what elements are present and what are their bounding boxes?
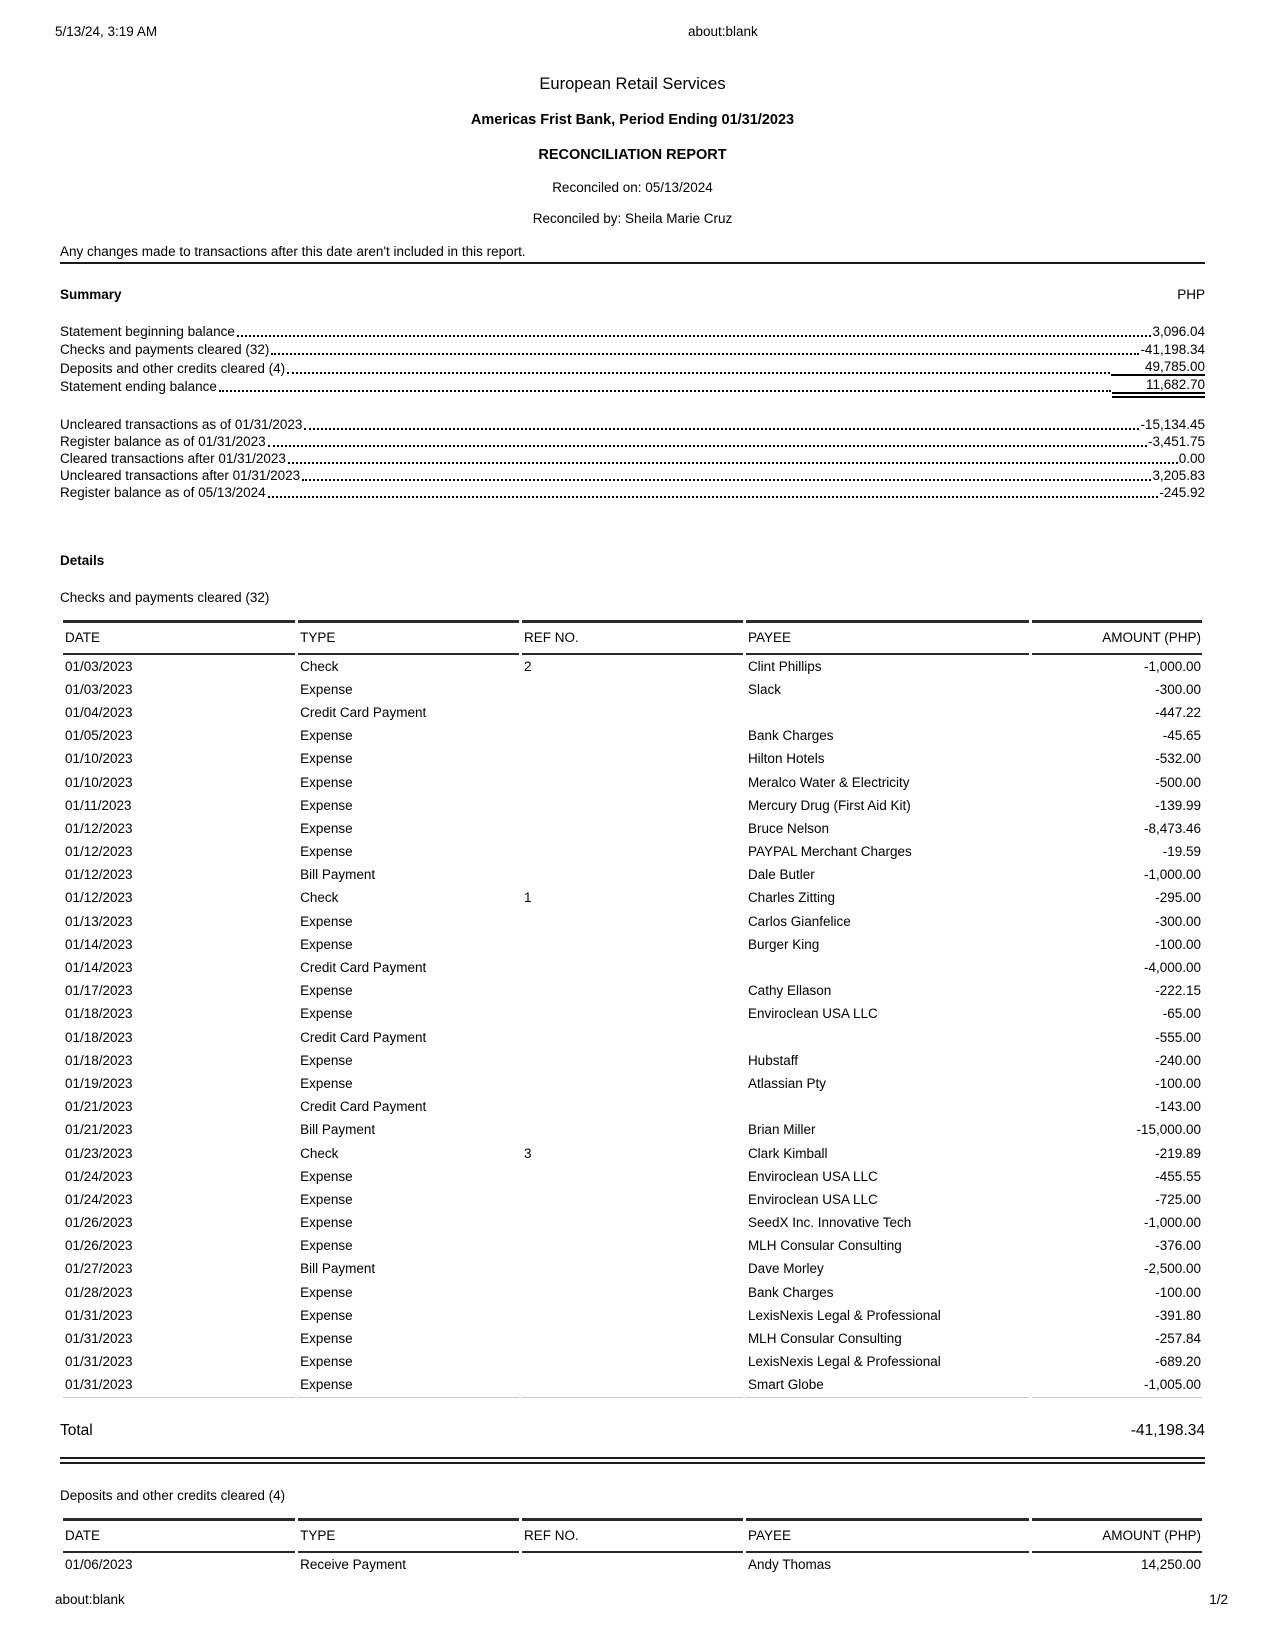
cell-payee: Dave Morley xyxy=(747,1261,824,1277)
column-header: TYPE xyxy=(298,620,519,655)
cell-payee: Carlos Gianfelice xyxy=(747,913,851,929)
cell-amount: -1,000.00 xyxy=(1143,867,1201,883)
dot-leader xyxy=(268,445,1147,447)
table-header-row xyxy=(63,620,1202,655)
cell-type: Expense xyxy=(300,1052,353,1068)
cell-ref-no xyxy=(522,1165,743,1188)
cell-type: Credit Card Payment xyxy=(300,960,427,976)
cell-date: 01/26/2023 xyxy=(65,1238,133,1254)
cell-date: 01/18/2023 xyxy=(65,1052,133,1068)
cell-amount: -143.00 xyxy=(1155,1099,1201,1115)
summary-row-label: Checks and payments cleared (32) xyxy=(60,342,270,357)
dot-leader xyxy=(219,390,1111,392)
column-header: PAYEE xyxy=(746,1518,1029,1553)
summary-row-label: Deposits and other credits cleared (4) xyxy=(60,360,286,376)
cell-ref-no xyxy=(522,678,743,701)
table-row xyxy=(63,1235,1202,1258)
company-title: European Retail Services xyxy=(539,75,726,93)
cell-amount: -300.00 xyxy=(1155,681,1201,697)
cell-payee: MLH Consular Consulting xyxy=(747,1331,902,1347)
cell-amount: -240.00 xyxy=(1155,1052,1201,1068)
cell-amount: -447.22 xyxy=(1155,704,1201,720)
footer-url: about:blank xyxy=(55,1592,125,1607)
checks-total-row xyxy=(60,1422,1205,1440)
table-row xyxy=(63,1119,1202,1142)
table-row xyxy=(63,1165,1202,1188)
cell-payee xyxy=(746,1096,1029,1119)
dot-leader xyxy=(304,428,1139,430)
summary-row-amount: -245.92 xyxy=(1159,485,1205,500)
cell-type: Receive Payment xyxy=(300,1556,406,1572)
cell-payee: Bank Charges xyxy=(747,728,834,744)
cell-date: 01/27/2023 xyxy=(65,1261,133,1277)
cell-ref-no xyxy=(522,956,743,979)
cell-payee: LexisNexis Legal & Professional xyxy=(747,1354,941,1370)
column-header: DATE xyxy=(63,1518,295,1553)
cell-date: 01/14/2023 xyxy=(65,960,133,976)
cell-payee: PAYPAL Merchant Charges xyxy=(747,844,912,860)
cell-ref-no xyxy=(522,1327,743,1350)
cell-payee: Hilton Hotels xyxy=(747,751,825,767)
summary-row xyxy=(60,432,1205,449)
dot-leader xyxy=(287,372,1110,374)
report-subtitle: Americas Frist Bank, Period Ending 01/31/2023 xyxy=(470,112,795,128)
summary-row-label: Uncleared transactions after 01/31/2023 xyxy=(60,468,301,483)
cell-payee: Smart Globe xyxy=(746,1374,1029,1398)
column-header: REF NO. xyxy=(522,620,743,655)
cell-payee xyxy=(746,701,1029,724)
total-amount: -41,198.34 xyxy=(1130,1422,1205,1439)
cell-payee: Bank Charges xyxy=(747,1284,834,1300)
cell-amount: -2,500.00 xyxy=(1143,1261,1201,1277)
cell-ref-no: 3 xyxy=(524,1145,532,1161)
dot-leader xyxy=(268,496,1159,498)
cell-amount: -100.00 xyxy=(1155,1284,1201,1300)
cell-amount: -257.84 xyxy=(1155,1331,1201,1347)
table-row xyxy=(63,841,1202,864)
cell-ref-no xyxy=(522,1026,743,1049)
table-row xyxy=(63,956,1202,979)
cell-ref-no xyxy=(522,841,743,864)
cell-type: Bill Payment xyxy=(300,1122,376,1138)
section-divider xyxy=(60,1457,1205,1464)
summary-row-amount: -15,134.45 xyxy=(1140,417,1205,432)
summary-row xyxy=(60,449,1205,466)
cell-ref-no: 2 xyxy=(524,658,532,674)
print-url: about:blank xyxy=(688,24,758,39)
cell-type: Bill Payment xyxy=(300,867,376,883)
cell-amount: -4,000.00 xyxy=(1143,960,1201,976)
cell-amount: -219.89 xyxy=(1155,1145,1201,1161)
summary-row xyxy=(60,339,1205,358)
report-content xyxy=(60,0,1205,1576)
summary-row-amount: 0.00 xyxy=(1178,451,1205,466)
cell-type: Credit Card Payment xyxy=(300,1029,427,1045)
cell-ref-no xyxy=(522,725,743,748)
cell-date: 01/31/2023 xyxy=(65,1331,133,1347)
footer-page-number: 1/2 xyxy=(1209,1592,1228,1607)
cell-ref-no xyxy=(522,980,743,1003)
summary-row-amount: 49,785.00 xyxy=(1111,359,1205,376)
cell-amount: -19.59 xyxy=(1162,844,1201,860)
cell-date: 01/21/2023 xyxy=(65,1099,133,1115)
cell-payee: Enviroclean USA LLC xyxy=(747,1006,878,1022)
cell-ref-no xyxy=(522,817,743,840)
table-row xyxy=(63,1327,1202,1350)
cell-ref-no xyxy=(522,1096,743,1119)
table-row xyxy=(63,1304,1202,1327)
table-row xyxy=(63,1258,1202,1281)
cell-date: 01/04/2023 xyxy=(65,704,133,720)
checks-table xyxy=(60,620,1205,1398)
table-row xyxy=(63,1188,1202,1211)
cell-ref-no xyxy=(522,701,743,724)
cell-payee: Charles Zitting xyxy=(747,890,835,906)
cell-type: Expense xyxy=(300,1006,353,1022)
cell-date: 01/19/2023 xyxy=(65,1075,133,1091)
cell-type: Expense xyxy=(300,1354,353,1370)
cell-ref-no xyxy=(522,933,743,956)
table-row xyxy=(63,1003,1202,1026)
cell-payee: Mercury Drug (First Aid Kit) xyxy=(747,797,911,813)
cell-type: Expense xyxy=(300,774,353,790)
table-header-row xyxy=(63,1518,1202,1553)
table-row xyxy=(63,1553,1202,1576)
cell-type: Expense xyxy=(300,797,353,813)
column-header: AMOUNT (PHP) xyxy=(1032,1518,1202,1553)
cell-payee: Slack xyxy=(747,681,781,697)
cell-payee: Cathy Ellason xyxy=(747,983,832,999)
cell-amount: -500.00 xyxy=(1155,774,1201,790)
cell-payee: SeedX Inc. Innovative Tech xyxy=(747,1215,912,1231)
summary-header xyxy=(60,287,1205,302)
cell-payee: MLH Consular Consulting xyxy=(747,1238,902,1254)
summary-currency: PHP xyxy=(1177,287,1205,302)
cell-amount: -532.00 xyxy=(1155,751,1201,767)
cell-ref-no xyxy=(522,864,743,887)
cell-type: Expense xyxy=(300,728,353,744)
cell-date: 01/14/2023 xyxy=(65,936,133,952)
cell-ref-no xyxy=(522,794,743,817)
cell-date: 01/18/2023 xyxy=(65,1006,133,1022)
summary-block-1 xyxy=(60,320,1205,394)
deposits-table xyxy=(60,1518,1205,1576)
cell-type: Expense xyxy=(300,1284,353,1300)
reconciled-on: Reconciled on: 05/13/2024 xyxy=(552,180,713,195)
cell-date: 01/24/2023 xyxy=(65,1191,133,1207)
cell-type: Expense xyxy=(300,913,353,929)
cell-ref-no xyxy=(522,1212,743,1235)
summary-row-label: Statement ending balance xyxy=(60,379,217,394)
dot-leader xyxy=(237,335,1152,337)
table-row xyxy=(63,1096,1202,1119)
cell-amount: -725.00 xyxy=(1155,1191,1201,1207)
summary-row-label: Uncleared transactions as of 01/31/2023 xyxy=(60,417,303,432)
cell-payee: Clark Kimball xyxy=(747,1145,828,1161)
cell-ref-no xyxy=(522,1235,743,1258)
cell-payee: Dale Butler xyxy=(747,867,815,883)
table-row xyxy=(63,864,1202,887)
cell-ref-no xyxy=(522,1072,743,1095)
cell-payee: Meralco Water & Electricity xyxy=(747,774,910,790)
cell-payee xyxy=(746,1026,1029,1049)
cell-date: 01/17/2023 xyxy=(65,983,133,999)
table-row xyxy=(63,794,1202,817)
cell-type: Expense xyxy=(300,820,353,836)
cell-type: Expense xyxy=(300,681,353,697)
print-footer xyxy=(55,1592,1228,1607)
table-row xyxy=(63,1142,1202,1165)
cell-payee: Atlassian Pty xyxy=(747,1075,826,1091)
cell-type: Expense xyxy=(300,1307,353,1323)
cell-amount: -1,000.00 xyxy=(1143,1215,1201,1231)
summary-row-label: Cleared transactions after 01/31/2023 xyxy=(60,451,286,466)
details-heading: Details xyxy=(60,553,105,568)
cell-amount: -1,000.00 xyxy=(1143,658,1201,674)
cell-amount: -15,000.00 xyxy=(1136,1122,1201,1138)
table-row xyxy=(63,701,1202,724)
summary-row-amount: 3,096.04 xyxy=(1152,323,1205,339)
cell-payee: Andy Thomas xyxy=(747,1556,831,1572)
table-row xyxy=(63,1072,1202,1095)
cell-date: 01/21/2023 xyxy=(65,1122,133,1138)
cell-payee: Hubstaff xyxy=(747,1052,798,1068)
cell-type: Expense xyxy=(298,1374,519,1398)
summary-row-label: Register balance as of 01/31/2023 xyxy=(60,434,266,449)
report-type-title: RECONCILIATION REPORT xyxy=(538,147,727,163)
cell-ref-no: 1 xyxy=(524,890,532,906)
cell-ref-no xyxy=(522,1003,743,1026)
summary-row xyxy=(60,357,1205,376)
cell-date: 01/26/2023 xyxy=(65,1215,133,1231)
cell-amount: 14,250.00 xyxy=(1140,1556,1201,1572)
dot-leader xyxy=(271,353,1139,355)
table-row xyxy=(63,980,1202,1003)
cell-amount: -455.55 xyxy=(1155,1168,1201,1184)
cell-type: Expense xyxy=(300,1238,353,1254)
reconciled-by: Reconciled by: Sheila Marie Cruz xyxy=(532,211,733,226)
cell-amount: -689.20 xyxy=(1155,1354,1201,1370)
cell-ref-no xyxy=(522,1304,743,1327)
cell-ref-no xyxy=(522,1188,743,1211)
cell-payee: Burger King xyxy=(747,936,820,952)
table-row xyxy=(63,1026,1202,1049)
cell-ref-no xyxy=(522,1374,743,1398)
cell-type: Expense xyxy=(300,983,353,999)
cell-ref-no xyxy=(522,1553,743,1576)
cell-ref-no xyxy=(522,748,743,771)
cell-date: 01/03/2023 xyxy=(65,681,133,697)
summary-row xyxy=(60,320,1205,339)
cell-payee: Bruce Nelson xyxy=(747,820,829,836)
cell-ref-no xyxy=(522,771,743,794)
summary-row-amount: -41,198.34 xyxy=(1140,342,1205,357)
cell-type: Expense xyxy=(300,936,353,952)
cell-amount: -100.00 xyxy=(1155,1075,1201,1091)
table-row xyxy=(63,748,1202,771)
cell-date: 01/11/2023 xyxy=(65,797,132,813)
cell-type: Expense xyxy=(300,1075,353,1091)
table-row xyxy=(63,887,1202,910)
table-row xyxy=(63,1281,1202,1304)
cell-date: 01/05/2023 xyxy=(65,728,133,744)
cell-type: Expense xyxy=(300,1191,353,1207)
cell-payee: Brian Miller xyxy=(747,1122,816,1138)
dot-leader xyxy=(288,462,1178,464)
table-row xyxy=(63,910,1202,933)
summary-row xyxy=(60,376,1205,395)
total-label: Total xyxy=(60,1422,93,1439)
cell-type: Check xyxy=(300,658,339,674)
print-datetime: 5/13/24, 3:19 AM xyxy=(55,24,158,39)
cell-date: 01/28/2023 xyxy=(65,1284,133,1300)
cell-payee: LexisNexis Legal & Professional xyxy=(747,1307,941,1323)
cell-ref-no xyxy=(522,910,743,933)
cell-payee: Enviroclean USA LLC xyxy=(747,1191,878,1207)
cell-date: 01/12/2023 xyxy=(65,820,133,836)
summary-block-2 xyxy=(60,415,1205,500)
column-header: DATE xyxy=(63,620,295,655)
cell-date: 01/10/2023 xyxy=(65,751,133,767)
dot-leader xyxy=(302,479,1151,481)
cell-date: 01/31/2023 xyxy=(63,1374,295,1398)
cell-date: 01/03/2023 xyxy=(65,658,133,674)
cell-amount: -100.00 xyxy=(1155,936,1201,952)
cell-amount: -65.00 xyxy=(1162,1006,1201,1022)
cell-amount: -295.00 xyxy=(1155,890,1201,906)
summary-row-label: Statement beginning balance xyxy=(60,323,235,339)
cell-payee xyxy=(746,956,1029,979)
cell-payee: Enviroclean USA LLC xyxy=(747,1168,878,1184)
cell-amount: -300.00 xyxy=(1155,913,1201,929)
cell-ref-no xyxy=(522,1119,743,1142)
cell-amount: -555.00 xyxy=(1155,1029,1201,1045)
cell-date: 01/10/2023 xyxy=(65,774,133,790)
cell-date: 01/24/2023 xyxy=(65,1168,133,1184)
deposits-table-title: Deposits and other credits cleared (4) xyxy=(60,1488,286,1503)
table-row xyxy=(63,655,1202,678)
summary-row xyxy=(60,483,1205,500)
summary-row-label: Register balance as of 05/13/2024 xyxy=(60,485,266,500)
cell-amount: -8,473.46 xyxy=(1143,820,1201,836)
cell-ref-no xyxy=(522,1049,743,1072)
cell-date: 01/12/2023 xyxy=(65,867,133,883)
table-row xyxy=(63,771,1202,794)
table-row xyxy=(63,1212,1202,1235)
cell-date: 01/31/2023 xyxy=(65,1354,133,1370)
column-header: PAYEE xyxy=(746,620,1029,655)
cell-amount: -391.80 xyxy=(1155,1307,1201,1323)
cell-payee: Clint Phillips xyxy=(747,658,822,674)
cell-type: Check xyxy=(300,890,339,906)
cell-type: Bill Payment xyxy=(300,1261,376,1277)
table-row xyxy=(63,1374,1202,1398)
summary-row-amount: -3,451.75 xyxy=(1147,434,1205,449)
cell-amount: -45.65 xyxy=(1162,728,1201,744)
cell-amount: -222.15 xyxy=(1155,983,1201,999)
table-row xyxy=(63,678,1202,701)
table-row xyxy=(63,1351,1202,1374)
cell-type: Expense xyxy=(300,751,353,767)
cell-amount: -1,005.00 xyxy=(1032,1374,1202,1398)
cell-type: Check xyxy=(300,1145,339,1161)
column-header: REF NO. xyxy=(522,1518,743,1553)
column-header: TYPE xyxy=(298,1518,519,1553)
cell-type: Expense xyxy=(300,1331,353,1347)
summary-row xyxy=(60,466,1205,483)
cell-amount: -139.99 xyxy=(1155,797,1201,813)
table-row xyxy=(63,933,1202,956)
table-row xyxy=(63,817,1202,840)
cell-ref-no xyxy=(522,1258,743,1281)
summary-row-amount: 11,682.70 xyxy=(1112,377,1205,394)
cell-amount: -376.00 xyxy=(1155,1238,1201,1254)
cell-date: 01/06/2023 xyxy=(65,1556,133,1572)
cell-type: Expense xyxy=(300,844,353,860)
cell-date: 01/18/2023 xyxy=(65,1029,133,1045)
summary-heading: Summary xyxy=(60,287,122,302)
cell-date: 01/23/2023 xyxy=(65,1145,133,1161)
cell-type: Credit Card Payment xyxy=(300,704,427,720)
table-row xyxy=(63,1049,1202,1072)
checks-table-title: Checks and payments cleared (32) xyxy=(60,590,270,605)
cell-type: Expense xyxy=(300,1168,353,1184)
summary-row-amount: 3,205.83 xyxy=(1152,468,1205,483)
cell-date: 01/12/2023 xyxy=(65,844,133,860)
notice-text: Any changes made to transactions after this date aren't included in this report. xyxy=(60,244,1205,264)
cell-date: 01/13/2023 xyxy=(65,913,133,929)
table-row xyxy=(63,725,1202,748)
cell-ref-no xyxy=(522,1351,743,1374)
summary-row xyxy=(60,415,1205,432)
cell-date: 01/12/2023 xyxy=(65,890,133,906)
cell-type: Credit Card Payment xyxy=(300,1099,427,1115)
cell-date: 01/31/2023 xyxy=(65,1307,133,1323)
cell-type: Expense xyxy=(300,1215,353,1231)
cell-ref-no xyxy=(522,1281,743,1304)
column-header: AMOUNT (PHP) xyxy=(1032,620,1202,655)
